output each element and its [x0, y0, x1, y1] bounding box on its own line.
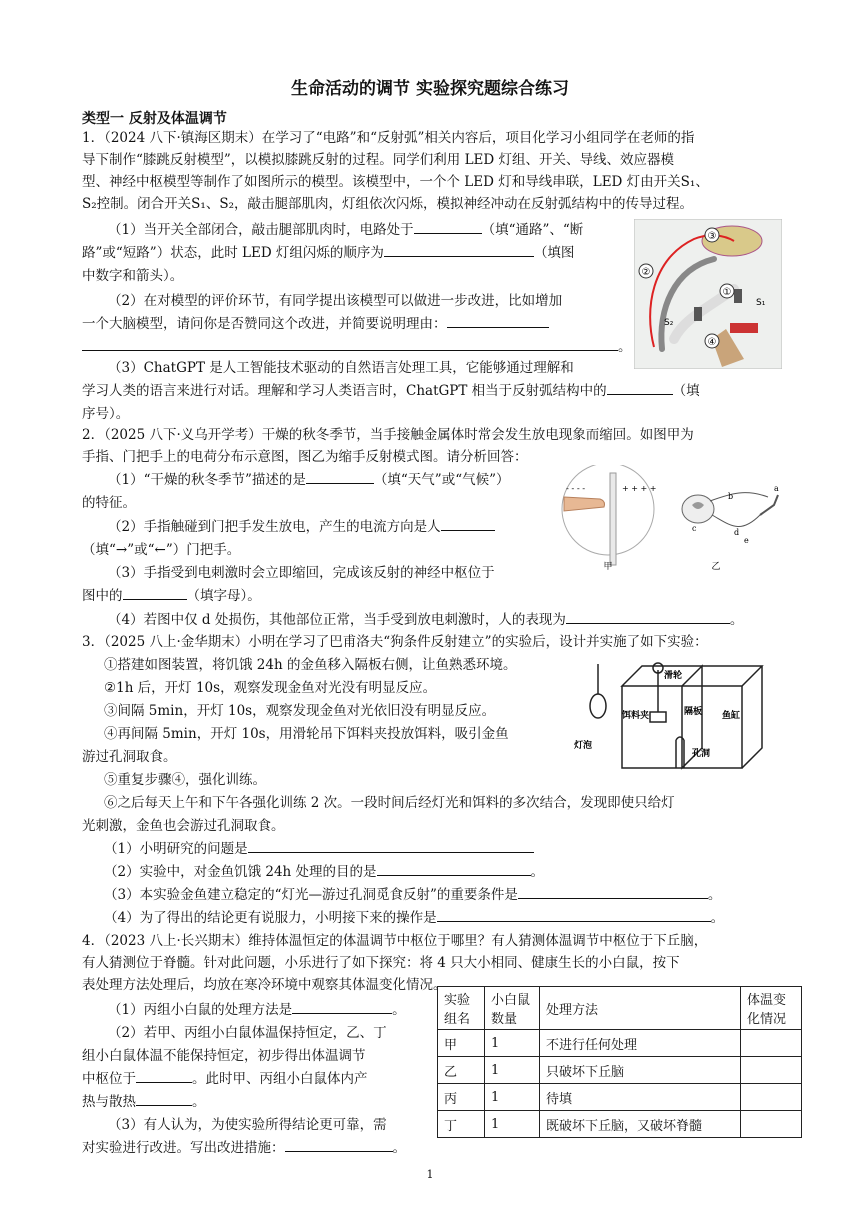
q2-part3: （3）手指受到电刺激时会立即缩回，完成该反射的神经中枢位于 [108, 565, 495, 581]
table-cell[interactable] [741, 1057, 802, 1084]
q2-part3-text: （填字母）。 [186, 588, 261, 604]
answer-blank[interactable] [292, 999, 392, 1014]
q1-part2-text: 。 [618, 339, 632, 355]
table-cell: 待填 [540, 1084, 741, 1111]
fig-label-clip: 饵料夹 [622, 711, 650, 721]
fig-letter: d [734, 528, 740, 537]
q1-part1-text: 路”或“短路”）状态，此时 LED 灯组闪烁的顺序为 [82, 245, 384, 261]
fig-label: ③ [707, 231, 717, 242]
q3-part2-text: （2）实验中，对金鱼饥饿 24h 处理的目的是 [104, 864, 377, 880]
table-header: 体温变化情况 [741, 987, 802, 1030]
answer-blank[interactable] [441, 516, 495, 531]
q4-part2-text: 热与散热 [82, 1094, 136, 1110]
fig-letter: c [692, 524, 697, 533]
reflex-figure [560, 465, 782, 573]
q1-part1 [82, 242, 574, 264]
table-cell[interactable] [741, 1111, 802, 1138]
q2-line: 2．（2025 八下·义乌开学考）干燥的秋冬季节，当手接触金属体时常会发生放电现象而缩回。如图甲为 [82, 427, 694, 443]
q2-part4-text: 。 [729, 612, 744, 628]
q4-part2-text: 中枢位于 [82, 1071, 136, 1087]
q2-part1-text: （填“天气”或“气候”） [373, 472, 510, 488]
q2-part2: （填“→”或“←”）门把手。 [82, 542, 241, 558]
q4-line: 4．（2023 八上·长兴期末）维持体温恒定的体温调节中枢位于哪里？有人猜测体温调节中枢位于下丘脑， [82, 933, 708, 949]
charge-label: - - - - [566, 484, 586, 493]
table-row [438, 1030, 802, 1057]
q1-part2-text: 一个大脑模型，请问你是否赞同这个改进，并简要说明理由： [82, 316, 447, 332]
table-cell: 不进行任何处理 [540, 1030, 741, 1057]
q2-part4 [108, 609, 743, 631]
q1-line: 型、神经中枢模型等制作了如图所示的模型。该模型中，一个个 LED 灯和导线串联，LED 灯由开关S₁、 [82, 174, 709, 190]
q1-line: 1．（2024 八下·镇海区期末）在学习了“电路”和“反射弧”相关内容后，项目化学习小组同学在老师的指 [82, 130, 695, 146]
q3-step: 光刺激，金鱼也会游过孔洞取食。 [82, 818, 285, 834]
q1-line: S₂控制。闭合开关S₁、S₂，敲击腿部肌肉，灯组依次闪烁，模拟神经冲动在反射弧结构中的传导过程。 [82, 196, 693, 212]
charge-label: + + + + [622, 484, 657, 493]
q3-part4-text: 。 [710, 910, 725, 926]
table-cell: 丙 [438, 1084, 485, 1111]
answer-blank[interactable] [414, 219, 482, 234]
q2-part1 [108, 469, 510, 491]
page-title: 生命活动的调节 实验探究题综合练习 [291, 79, 569, 99]
section-heading: 类型一 反射及体温调节 [82, 111, 227, 127]
q3-part1 [104, 838, 534, 860]
q1-part1: 中数字和箭头）。 [82, 268, 184, 284]
fish-tank-figure [572, 656, 768, 778]
q3-part4-text: （4）为了得出的结论更有说服力，小明接下来的操作是 [104, 910, 437, 926]
q4-part3-text: 。 [392, 1140, 406, 1156]
q2-line: 手指、门把手上的电荷分布示意图，图乙为缩手反射模式图。请分析回答： [82, 449, 528, 465]
q3-step: ⑤重复步骤④，强化训练。 [104, 772, 266, 788]
q4-line: 有人猜测位于脊髓。针对此问题，小乐进行了如下探究：将 4 只大小相同、健康生长的小白鼠，按下 [82, 955, 680, 971]
q4-part1-text: （1）丙组小白鼠的处理方法是 [108, 1002, 293, 1018]
fig-label-lamp: 灯泡 [574, 741, 593, 751]
q4-part2: 组小白鼠体温不能保持恒定，初步得出体温调节 [82, 1048, 366, 1064]
q4-part3 [82, 1137, 406, 1159]
q4-part2: （2）若甲、丙组小白鼠体温保持恒定，乙、丁 [108, 1025, 387, 1041]
q4-part1-text: 。 [392, 1002, 406, 1018]
fig-label-tank: 鱼缸 [722, 711, 741, 721]
table-row [438, 1057, 802, 1084]
answer-blank[interactable] [377, 861, 531, 876]
table-cell[interactable] [741, 1084, 802, 1111]
fig-label: S₂ [664, 318, 674, 328]
answer-blank[interactable] [82, 336, 618, 351]
q2-part2-text: （2）手指触碰到门把手发生放电，产生的电流方向是人 [108, 519, 441, 535]
q2-part2 [108, 516, 495, 538]
q3-step: ①搭建如图装置，将饥饿 24h 的金鱼移入隔板右侧，让鱼熟悉环境。 [104, 657, 517, 673]
q2-part1-text: （1）“干燥的秋冬季节”描述的是 [108, 472, 306, 488]
answer-blank[interactable] [306, 469, 374, 484]
q3-part4 [104, 907, 724, 929]
table-header: 处理方法 [540, 987, 741, 1030]
q1-line: 导下制作“膝跳反射模型”，以模拟膝跳反射的过程。同学们利用 LED 灯组、开关、导线、效应器模 [82, 152, 675, 168]
q1-part3-text: 学习人类的语言来进行对话。理解和学习人类语言时，ChatGPT 相当于反射弧结构中的 [82, 383, 607, 399]
q3-part3 [104, 884, 721, 906]
table-cell: 1 [485, 1057, 540, 1084]
q1-part1 [108, 219, 583, 241]
q3-step: ②1h 后，开灯 10s，观察发现金鱼对光没有明显反应。 [104, 680, 437, 696]
fig-label-board: 隔板 [684, 707, 703, 717]
answer-blank[interactable] [136, 1068, 192, 1083]
table-cell: 1 [485, 1030, 540, 1057]
table-cell: 乙 [438, 1057, 485, 1084]
table-cell: 甲 [438, 1030, 485, 1057]
q1-part3: 序号）。 [82, 406, 130, 422]
fig-label: ① [722, 287, 732, 298]
fig-letter: b [728, 492, 734, 501]
q3-part3-text: 。 [707, 887, 722, 903]
q3-line: 3．（2025 八上·金华期末）小明在学习了巴甫洛夫“狗条件反射建立”的实验后，设计并实施了如下实验： [82, 634, 708, 650]
q1-part2 [82, 313, 549, 335]
answer-blank[interactable] [384, 242, 534, 257]
table-cell: 只破坏下丘脑 [540, 1057, 741, 1084]
q3-step: 游过孔洞取食。 [82, 749, 177, 765]
fig-letter: e [744, 536, 749, 545]
fig-label: ④ [707, 337, 717, 348]
table-cell: 既破坏下丘脑，又破坏脊髓 [540, 1111, 741, 1138]
fig-label: S₁ [756, 298, 766, 308]
table-cell: 1 [485, 1111, 540, 1138]
q2-part1: 的特征。 [82, 495, 136, 511]
q4-part2-text: 。 [192, 1094, 206, 1110]
q2-part3-text: 图中的 [82, 588, 123, 604]
table-cell[interactable] [741, 1030, 802, 1057]
page-number: 1 [426, 1168, 434, 1181]
answer-blank[interactable] [447, 313, 549, 328]
q1-part1-text: （1）当开关全部闭合，敲击腿部肌肉时，电路处于 [108, 222, 414, 238]
q1-part3: （3）ChatGPT 是人工智能技术驱动的自然语言处理工具，它能够通过理解和 [108, 360, 574, 376]
answer-blank[interactable] [248, 838, 534, 853]
answer-blank[interactable] [136, 1091, 192, 1106]
q1-part2: （2）在对模型的评价环节，有同学提出该模型可以做进一步改进，比如增加 [108, 293, 563, 309]
q4-line: 表处理方法处理后，均放在寒冷环境中观察其体温变化情况。 [82, 977, 447, 993]
knee-jerk-model-figure [634, 219, 782, 369]
q4-part3-text: 对实验进行改进。写出改进措施： [82, 1140, 285, 1156]
experiment-table [437, 986, 802, 1138]
q3-part2-text: 。 [530, 864, 545, 880]
q4-part2-text: 。此时甲、丙组小白鼠体内产 [192, 1071, 368, 1087]
q3-part3-text: （3）本实验金鱼建立稳定的“灯光—游过孔洞觅食反射”的重要条件是 [104, 887, 518, 903]
table-row [438, 1084, 802, 1111]
q3-step: ③间隔 5min，开灯 10s，观察发现金鱼对光依旧没有明显反应。 [104, 703, 496, 719]
q1-part3-text: （填 [672, 383, 700, 399]
q4-part3: （3）有人认为，为使实验所得结论更可靠，需 [108, 1117, 387, 1133]
answer-blank[interactable] [123, 585, 187, 600]
figure-caption-yi: 乙 [711, 562, 721, 572]
answer-blank[interactable] [437, 907, 711, 922]
table-header-row [438, 987, 802, 1030]
q1-part2 [82, 336, 632, 358]
q4-part2 [82, 1091, 206, 1113]
answer-blank[interactable] [566, 609, 730, 624]
q3-part2 [104, 861, 544, 883]
q2-part3 [82, 585, 261, 607]
answer-blank[interactable] [607, 380, 673, 395]
fig-letter: a [774, 484, 779, 493]
q4-part2 [82, 1068, 368, 1090]
table-header: 实验组名 [438, 987, 485, 1030]
q2-part4-text: （4）若图中仅 d 处损伤，其他部位正常，当手受到放电刺激时，人的表现为 [108, 612, 566, 628]
q3-step: ④再间隔 5min，开灯 10s，用滑轮吊下饵料夹投放饵料，吸引金鱼 [104, 726, 509, 742]
q1-part1-text: （填“通路”、“断 [481, 222, 584, 238]
q1-part3 [82, 380, 700, 402]
fig-label-pulley: 滑轮 [664, 671, 683, 681]
figure-caption-jia: 甲 [603, 562, 613, 572]
answer-blank[interactable] [518, 884, 708, 899]
table-cell: 1 [485, 1084, 540, 1111]
q1-part1-text: （填图 [533, 245, 575, 261]
table-header: 小白鼠数量 [485, 987, 540, 1030]
fig-label: ② [641, 267, 651, 278]
fig-label-hole: 孔洞 [692, 749, 711, 759]
q3-part1-text: （1）小明研究的问题是 [104, 841, 248, 857]
table-cell: 丁 [438, 1111, 485, 1138]
table-row [438, 1111, 802, 1138]
q3-step: ⑥之后每天上午和下午各强化训练 2 次。一段时间后经灯光和饵料的多次结合，发现即使只给灯 [104, 795, 675, 811]
q4-part1 [108, 999, 406, 1021]
answer-blank[interactable] [285, 1137, 393, 1152]
